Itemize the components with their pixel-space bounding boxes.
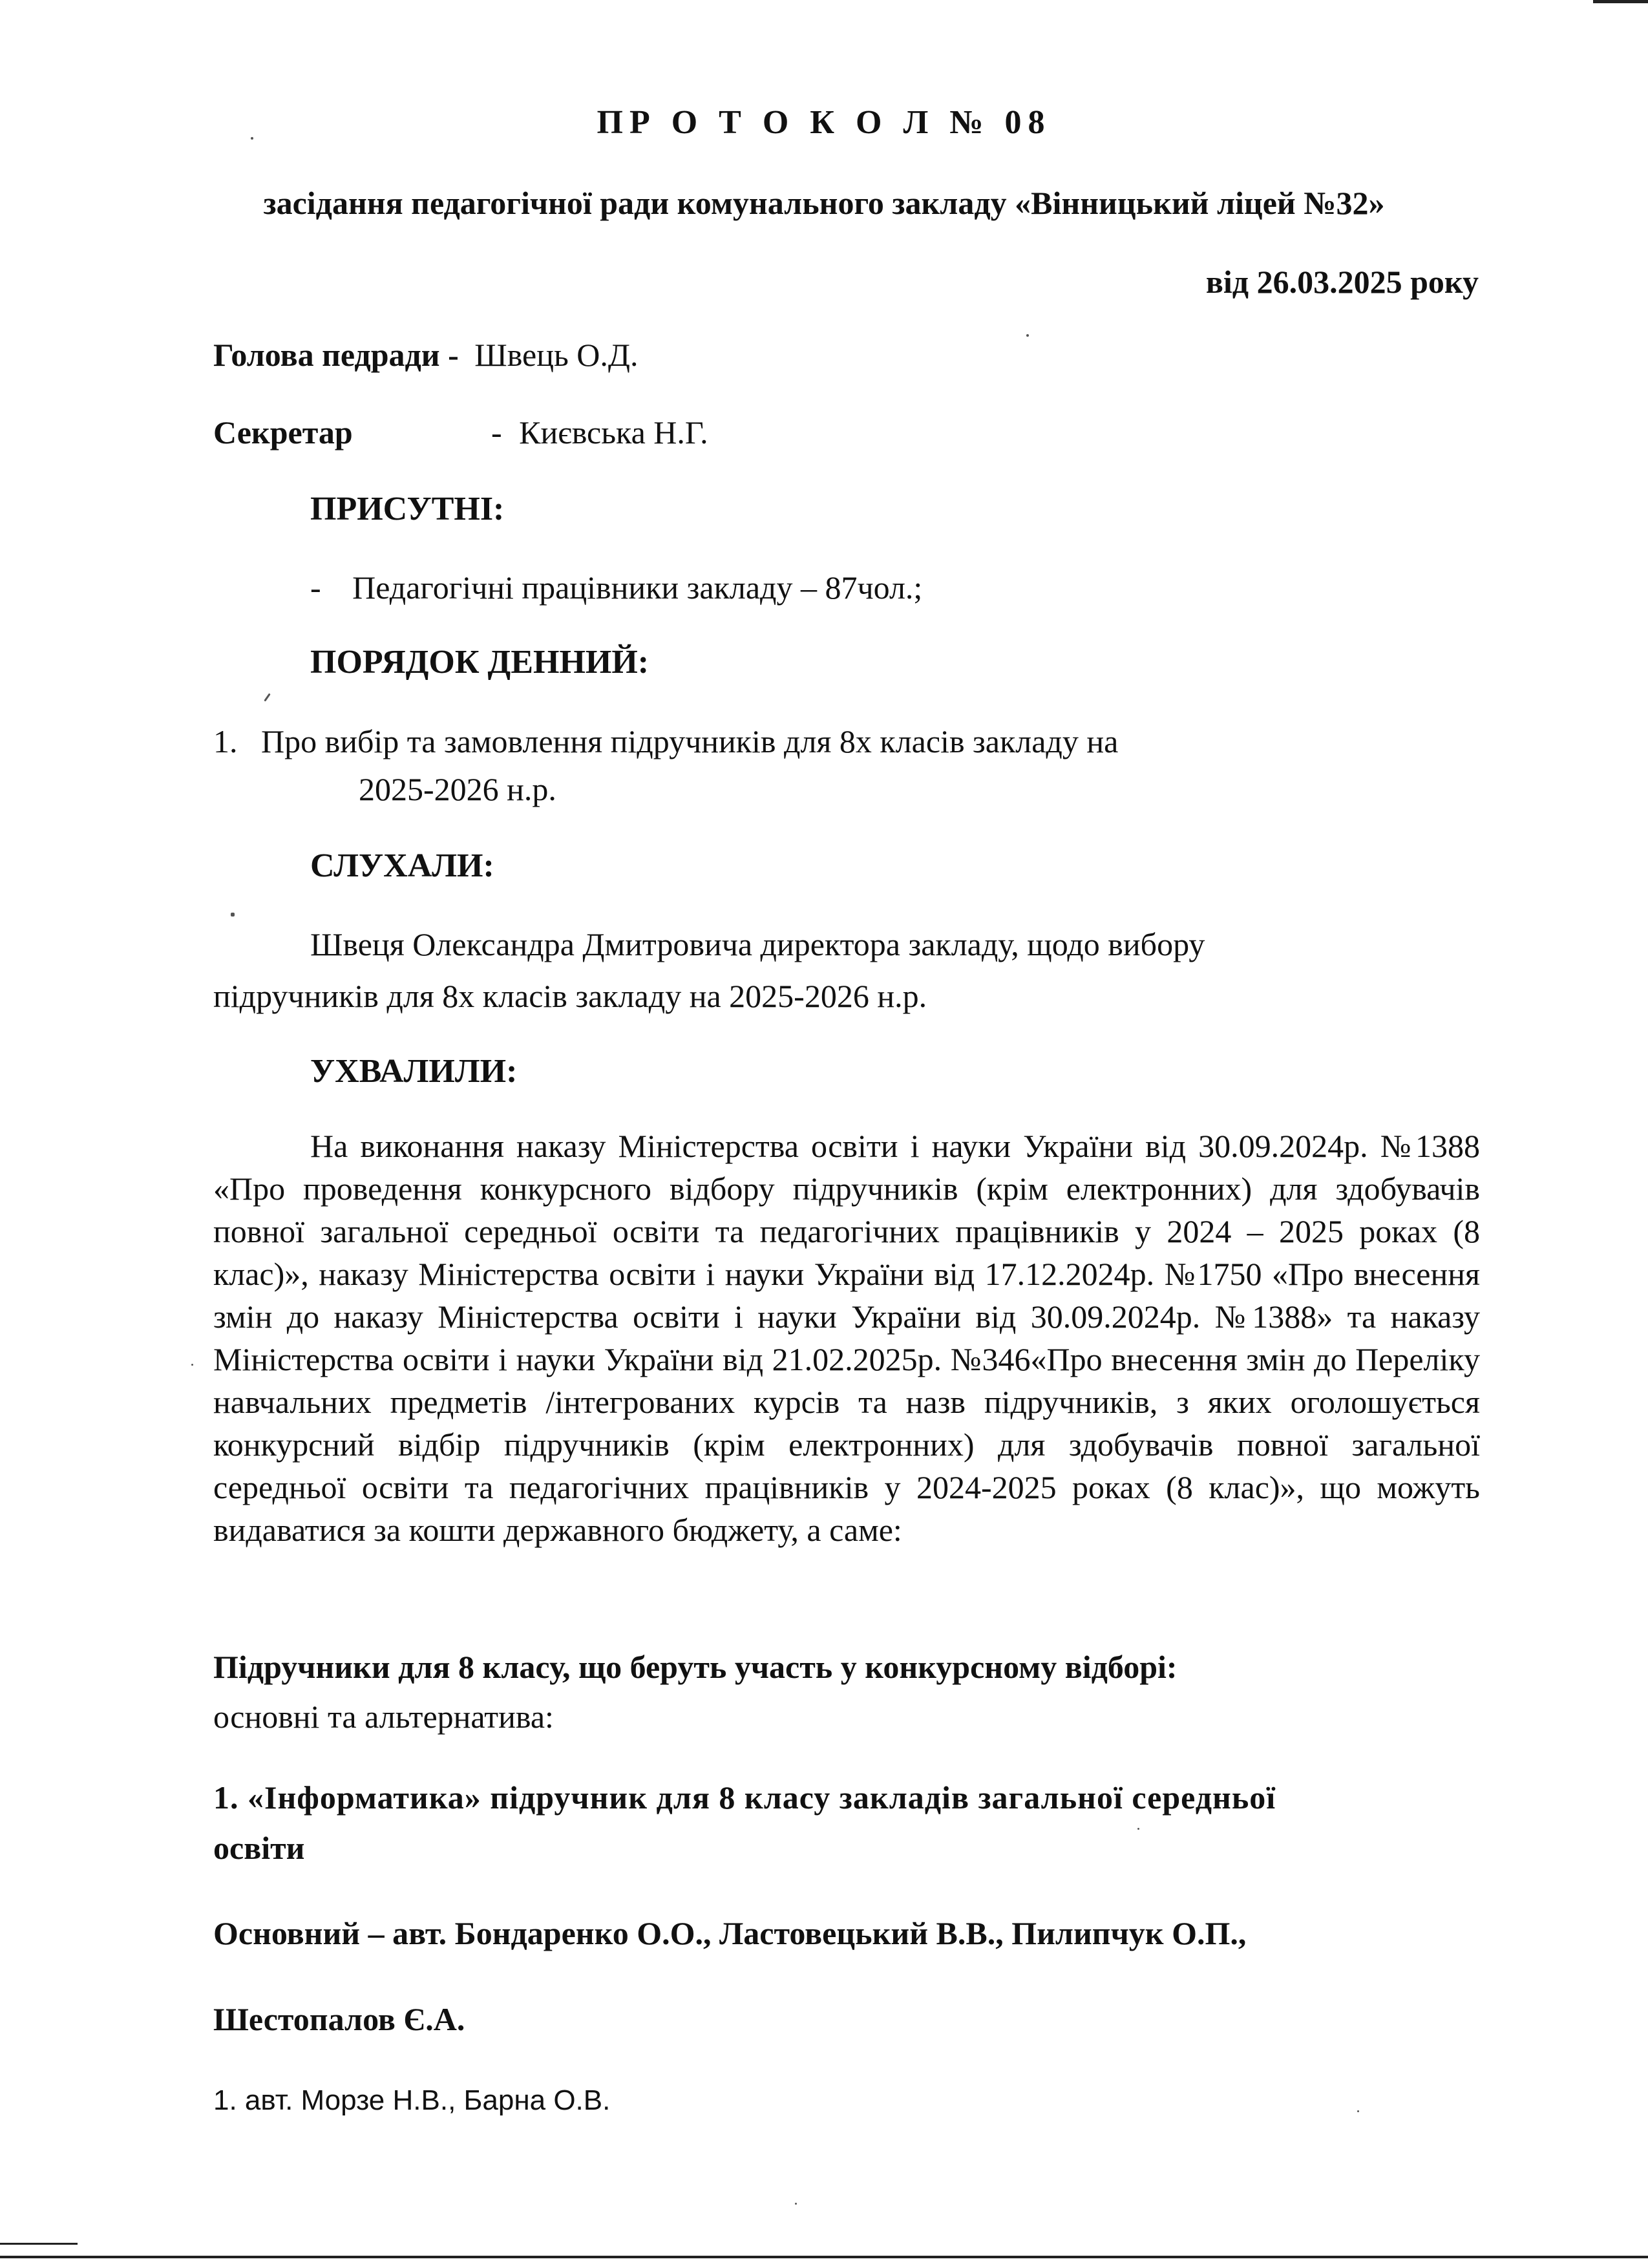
textbooks-subheading: основні та альтернатива: [213, 1699, 554, 1735]
textbook1-main-line2: Шестопалов Є.А. [213, 2001, 465, 2037]
heard-line2: підручників для 8х класів закладу на 2025-2026 н.р. [213, 978, 927, 1014]
textbooks-heading: Підручники для 8 класу, що беруть участь у конкурсному відборі: [213, 1649, 1178, 1685]
textbook1-alt1: 1. авт. Морзе Н.В., Барна О.В. [213, 2084, 611, 2116]
present-heading: ПРИСУТНІ: [310, 491, 505, 527]
resolved-heading: УХВАЛИЛИ: [310, 1053, 518, 1090]
protocol-date: від 26.03.2025 року [1205, 264, 1479, 300]
chair-name: Швець О.Д. [474, 337, 639, 373]
secretary-label: Секретар [213, 414, 353, 450]
agenda-item [213, 723, 1118, 760]
present-bullet: - [310, 569, 321, 606]
agenda-item-number: 1. [213, 723, 238, 759]
agenda-item-line2: 2025-2026 н.р. [359, 771, 556, 807]
present-item-text: Педагогічні працівники закладу – 87чол.; [352, 569, 923, 606]
secretary-name: Києвська Н.Г. [519, 414, 708, 450]
textbook1-main-line1: Основний – авт. Бондаренко О.О., Ластовецький В.В., Пилипчук О.П., [213, 1915, 1247, 1951]
scan-edge-bottom-left [0, 2243, 78, 2245]
chair-row [213, 336, 639, 374]
secretary-row [213, 414, 353, 451]
textbook1-title-line1: 1. «Інформатика» підручник для 8 класу закладів загальної середньої [213, 1779, 1276, 1816]
scan-edge-top-right [1593, 0, 1648, 3]
scan-edge-bottom [0, 2256, 1648, 2258]
secretary-value [491, 414, 708, 451]
protocol-title: ПР О Т О К О Л № 08 [597, 104, 1051, 141]
secretary-dash: - [491, 414, 502, 450]
present-item [310, 569, 922, 606]
protocol-subtitle: засідання педагогічної ради комунального закладу «Вінницький ліцей №32» [263, 185, 1385, 221]
agenda-heading: ПОРЯДОК ДЕННИЙ: [310, 644, 650, 681]
chair-label: Голова педради - [213, 337, 459, 373]
textbook1-title-line2: освіти [213, 1830, 305, 1866]
agenda-item-line1: Про вибір та замовлення підручників для 8х класів закладу на [261, 723, 1119, 759]
heard-line1: Швеця Олександра Дмитровича директора закладу, щодо вибору [310, 926, 1205, 962]
resolved-paragraph: На виконання наказу Міністерства освіти і науки України від 30.09.2024р. №1388 «Про проведення конкурсного відбору підручників (крім електронних) для здобувачів повної загальної середньої освіти та педагогічних працівників у 2024 – 2025 роках (8 клас)», наказу Міністерства освіти і науки України від 17.12.2024р. №1750 «Про внесення змін до наказу Міністерства освіти і науки України від 30.09.2024р. №1388» та наказу Міністерства освіти і науки України від 21.02.2025р. №346«Про внесення змін до Переліку навчальних предметів /інтегрованих курсів та назв підручників, з яких оголошується конкурсний відбір підручників (крім електронних) для здобувачів повної загальної середньої освіти та педагогічних працівників у 2024-2025 роках (8 клас)», що можуть видаватися за кошти державного бюджету, а саме: [213, 1128, 1480, 1548]
heard-heading: СЛУХАЛИ: [310, 847, 494, 884]
